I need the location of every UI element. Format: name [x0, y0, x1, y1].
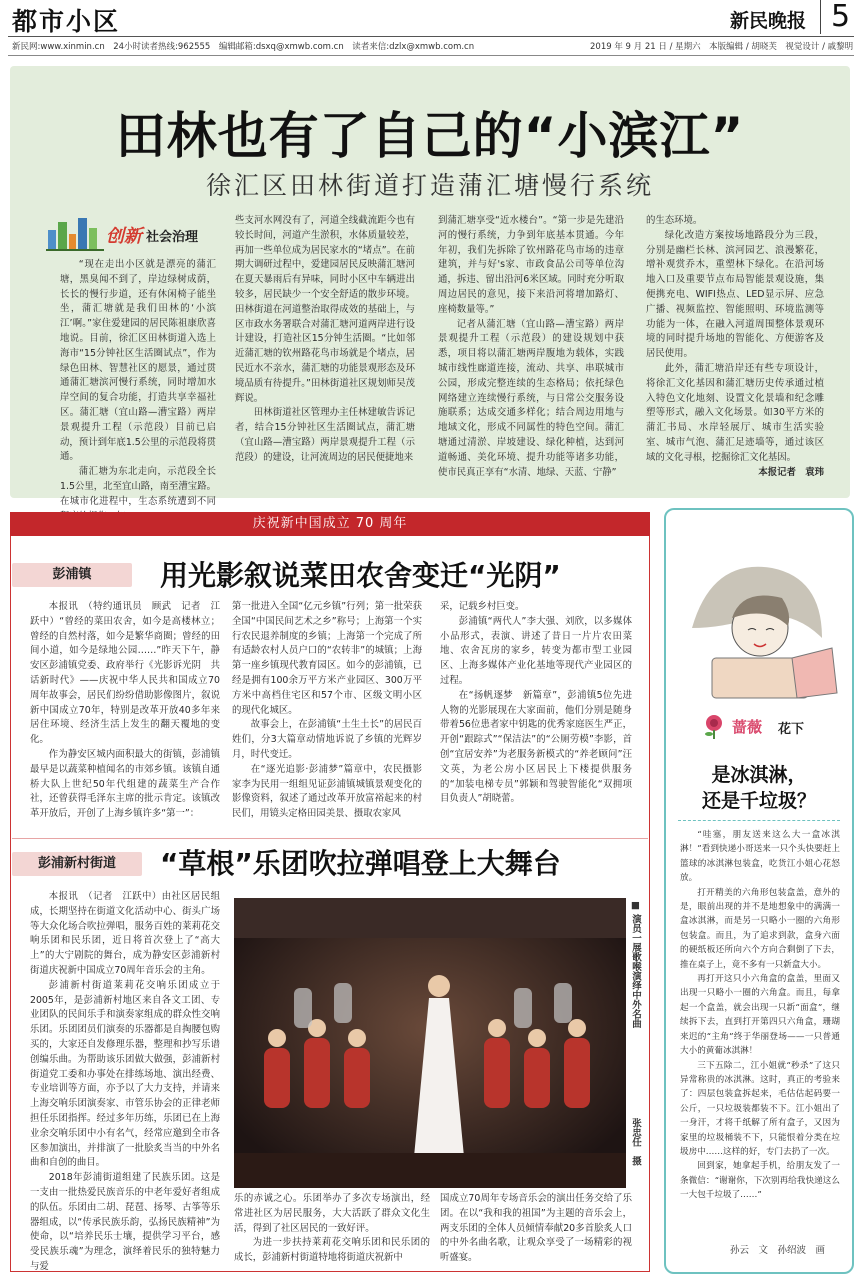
article1-tag: 彭浦镇	[12, 563, 132, 587]
feature-column-3: 到蒲汇塘享受“近水楼台”。“第一步是先建沿河的慢行系统，力争到年底基本贯通。今年年初，我们先拆除了钦州路花鸟市场的违章建筑，并与好's家、市政食品公司等单位沟通，拆违、留出沿河6米区域。同时充分听取周边居民的意见，接下来沿河将增加路灯、座椅数量等。” 记者从蒲汇塘（宜山路—漕宝路）两岸景观提升工程（示范段）的建设规划中获悉，项目将以蒲汇塘两岸腹地为载体，实践城市线性廊道连接，流动、共享、串联城市公园，形成完整连续的生态格局；依托绿色网络建立连续慢行系统，与日常公交服务设施联系；达成交通多样化；结合周边用地与地域文化，形成不同属性的特色空间。蒲汇塘通过清淤、岸坡建设、绿化种植，达到河道畅通、美化环境、提升功能等诸多功能，使市民真正享有“水清、地绿、天蓝、宁静”	[438, 215, 624, 478]
article2-column-2: 乐的赤诚之心。乐团举办了多次专场演出，经常进社区为居民服务，大大活跃了群众文化生活，得到了社区居民的一致好评。 为进一步扶持莱莉花交响乐团和民乐团的成长，彭浦新村街道特地将街道庆祝新中	[234, 1193, 430, 1264]
column-logo-rose-b: 花下	[778, 722, 805, 737]
masthead-rule	[8, 36, 854, 37]
masthead-rule-bottom	[8, 55, 854, 56]
column-logo-a: 创新	[106, 226, 142, 247]
column-logo-innovation	[46, 214, 216, 254]
masthead-date-editors: 2019 年 9 月 21 日 / 星期六 本版编辑 / 胡晓芙 视觉设计 / 戚黎明	[590, 42, 854, 52]
top-feature	[10, 66, 850, 507]
masthead	[0, 0, 862, 58]
article2-column-1: 本报讯 （记者 江跃中）由社区居民组成，长期坚持在街道文化活动中心、街头广场等大众化场合吹拉弹唱，服务百姓的莱莉花交响乐团和民乐团，近日将首次登上了“高大上”的大宁剧院的舞台，成为静安区彭浦新村街道庆祝新中国成立70周年音乐会的主角。 彭浦新村街道莱莉花交响乐团成立于2005年，是彭浦新村地区来自各文工团、专业团队的民间乐手和演奏家组成的群众性交响乐团。乐团团员们演奏的乐器都是自掏腰包购买的，大家还自发修理乐器，整理和抄写乐谱创编乐曲。为帮助该乐团做大做强，彭浦新村街道党工委和办事处在排练场地、演出经费、专业培训等方面，亦予以了大力支持，并请来上海交响乐团演奏家、市管乐协会的正律老师担任乐团指挥。经过多年历练，乐团已在上海业余交响乐团中小有名气，经常应邀到全市各区参加演出，并排演了一批脍炙当当的中外名曲和自创的曲目。 2018年彭浦街道组建了民族乐团。这是一支由一批热爱民族音乐的中老年爱好者组成的队伍。乐团由二胡、琵琶、扬琴、古筝等乐器组成，以“传承民族乐韵，弘扬民族精神”为使命，以“培养民乐士壤，提供学习平台，感受民族乐魂”为理念，演绎着民乐的独特魅力与爱	[30, 891, 220, 1272]
right-column-body: “哇塞，朋友送来这么大一盒冰淇淋！”看到快递小哥送来一只个头快要赶上篮球的冰淇淋包装盒，吃货江小姐心花怒放。 打开精美的六角形包装盒盖，意外的是，眼前出现的并不是地想象中的满满一盒冰淇淋，而是另一只略小一圈的六角形包装盒。而且，为了追求到款，盒身六面的硬纸板还所向六个方向合剩倒了下去，推在桌子上，竟不多有一只新盒大小。 再打开这只小六角盒的盒盖，里面又出现一只略小一圈的六角盒。而且，每拿起一个盒盖，就会出现一只新“面盒”，继续拆下去，直到打开第四只六角盒，珊瑚来迟的“主角”终于华丽登场——一只普通大小的黄葡冰淇淋！ 三下五除二，江小姐就“秒杀”了这只异常称贵的冰淇淋。这时，真正的考验来了：四层包装盒拆起来，毛估估起码要一公斤，一只垃圾装都装不下。江小姐出了一身汗，才将千纸解了所有盒子，又因为家里的垃圾桶装不下，只能恨着分类在垃圾房中……这样的好，专门去扔了一次。 回到家，她拿起手机，给朋友发了一条微信：“谢谢你，下次别再给我快递这么一大包千垃圾了……”	[680, 830, 840, 1201]
column-logo-rose-a: 蔷薇	[732, 718, 763, 736]
feature-subhead: 徐汇区田林街道打造蒲汇塘慢行系统	[205, 171, 654, 200]
article1-column-3: 采，记载乡村巨变。 彭浦镇“两代人”李大强、刘欣，以多媒体小品形式，表演、讲述了昔日一片片农田菜地、农舍瓦房的家乡，转变为都市型工业园区、上海多媒体产业化基地等现代产业园区的过程。 在“扬帆逐梦 新篇章”，彭浦镇5位先进人物的光影展现在大家面前，他们分别是随身带着56位患者家中钥匙的优秀家庭医生严正，开创“跟踪式”“保洁法”的“公厕劳模”李影，首创“宜居安养”为老服务新模式的“养老顾问”汪文英，为老公房小区居民上下楼提供服务的“加装电梯专员”郭颖和驾驶智能化“双拥项目负责人”胡晓蕾。	[440, 601, 632, 805]
feature-column-2: 些支河水网没有了，河道全线截流距今也有较长时间，河道产生淤积，水体质量较差，再加一些单位成为居民家水的“堵点”。在前期大调研过程中，爱建园居民反映蒲汇塘河在夏天暴雨后有异味，同时小区中车辆进出较多，居民缺少一个安全舒适的散步环境。田林街道在河道整治取得成效的基础上，与区市政水务署联合对蒲汇塘河道两岸进行设计建设，打造社区15分钟生活圈。“比如邻近蒲汇塘的钦州路花鸟市场就是个堵点，居民近水不亲水，蒲汇塘的功能景观形态及环境品质有待提升。”田林街道社区规划师吴茂辉说。 田林街道社区管理办主任林建敏告诉记者，结合15分钟社区生活圈试点，蒲汇塘（宜山路—漕宝路）两岸景观提升工程（示范段）的建设，让河流周边的居民便捷地来	[235, 215, 415, 463]
orchestra-photo	[234, 898, 626, 1188]
feature-column-4: 的生态环境。 绿化改造方案按场地路段分为三段，分别是幽栏长林、滨河园艺、浪漫繁花，增补观赏乔木，重塑林下绿化。在沿河场地入口及重要节点布局智能景观设施，集便携充电、WIFI热点、LED显示屏、应急广播、视频监控、智能照明、环境监测等功能为一体，在融入河道周围整体景观环境的同时提升场地的智能化、方便游客及居民使用。 此外，蒲汇塘沿岸还有些专项设计，将徐汇文化基因和蒲汇塘历史传承通过植入特色文化地刻、设置文化景墙和纪念雕塑等形式，融入文化场景。如30平方米的蒲汇书局、水岸轻展厅、城市生活实验室、城市气泡、蒲汇足迹墙等，通过该区域的文化寻根，挖掘徐汇文化基因。 本报记者 袁玮	[646, 214, 824, 484]
right-headline-line2: 还是千垃圾？	[701, 790, 816, 812]
woman-illustration	[672, 518, 846, 703]
photo-caption: ■ 演员一展歌喉演绎中外名曲	[630, 900, 641, 1029]
right-headline-line1: 是冰淇淋，	[711, 764, 807, 786]
article-separator	[12, 838, 648, 839]
right-column-byline: 孙云 文 孙绍波 画	[730, 1245, 826, 1256]
section-name: 都市小区	[12, 7, 121, 36]
feature-byline: 本报记者 袁玮	[758, 466, 824, 478]
feature-headline: 田林也有了自己的“小滨江”	[115, 107, 745, 165]
article1-column-2: 第一批进入全国“亿元乡镇”行列；第一批荣获全国“中国民间艺术之乡”称号；上海第一个实行农民退养制度的乡镇；上海第一个完成了所有适龄农村人员户口的“农转非”的城镇；上海第一座乡镇现代教育园区。如今的彭浦镇，已经是拥有100余万平方米产业园区、300万平方米中高档住宅区和57个市、区级文明小区的现代化城区。 故事会上，在彭浦镇“土生土长”的居民百姓们，分3大篇章动情地诉说了乡镇的光辉岁月，时代变迁。 在“逐光追影·彭浦梦”篇章中，农民摄影家李为民用一组组见证彭浦镇城镇景观变化的影像资料，叙述了通过改革开放富裕起来的村民们，用镜头定格田园美景、摄取农家风	[232, 601, 422, 820]
article1-column-1: 本报讯 （特约通讯员 顾武 记者 江跃中）“曾经的菜田农舍，如今是高楼林立；曾经的自然村落，如今是繁华商圈；曾经的田间小道，如今是绿地公园……”昨天下午，静安区彭浦镇党委、政府举行《光影诉光阴 共话新时代》——庆祝中华人民共和国成立70周年故事会，居民们纷纷借助影像图片，叙说新中国成立70年，特别是改革开放40多年来居住环境、经济生活上发生的翻天覆地的变化。 作为静安区城内面积最大的街镇，彭浦镇最早是以蔬菜种植闻名的市郊乡镇。该镇自通桥大队上世纪50年代组建的蔬菜生产合作社，还曾获得毛泽东主席的批示肯定。该镇改革开放后，开创了上海乡镇许多“第一”：	[30, 601, 220, 820]
feature-column-1: “现在走出小区就是漂亮的蒲汇塘，黑臭闻不到了，岸边绿树成荫，长长的慢行步道，还有休闲椅子能坐坐，蒲汇塘就是我们田林的‘小滨江’啊。”家住爱建园的居民陈祖康欣喜地说。目前，徐汇区田林街道入选上海市“15分钟社区生活圈试点”，作为绿色田林、智慧社区的愿景，通过贯通蒲汇塘滨河慢行系统，同时增加水岸空间的复合功能，打造共享幸福社区。蒲汇塘（宜山路—漕宝路）两岸景观提升工程（示范段）目前已启动，预计到年底1.5公里的示范段将贯通。 蒲汇塘为东北走向，示范段全长1.5公里，北至宜山路，南至漕宝路。在城市化进程中，生态系统遭到不同	[60, 259, 216, 507]
stage-illustration	[234, 898, 626, 1188]
photo-credit: 张忠任 摄	[630, 1118, 641, 1166]
skyline-icon	[46, 214, 106, 252]
masthead-contact-info: 新民网:www.xinmin.cn 24小时读者热线:962555 编辑邮箱:dsxq@xmwb.com.cn 读者来信:dzlx@xmwb.com.cn	[12, 42, 475, 52]
column-logo-rose	[700, 712, 840, 742]
rose-icon	[700, 712, 728, 740]
red-section-banner: 庆祝新中国成立 70 周年	[10, 512, 650, 536]
article1-headline: 用光影叙说菜田农舍变迁“光阴”	[160, 559, 561, 592]
article2-column-3: 国成立70周年专场音乐会的演出任务交给了乐团。在以“我和我的祖国”为主题的音乐会上，两支乐团的全体人员倾情奉献20多首脍炙人口的中外名曲名歌，让观众享受了一场精彩的视听盛宴。	[440, 1193, 632, 1264]
page-number: 5	[820, 0, 850, 34]
article2-headline: “草根”乐团吹拉弹唱登上大舞台	[160, 847, 561, 880]
column-logo-b: 社会治理	[146, 230, 199, 245]
article2-tag: 彭浦新村街道	[12, 852, 142, 876]
paper-name: 新民晚报	[730, 10, 807, 32]
cartoon-icon	[672, 518, 846, 703]
right-dashed-rule	[678, 820, 840, 821]
